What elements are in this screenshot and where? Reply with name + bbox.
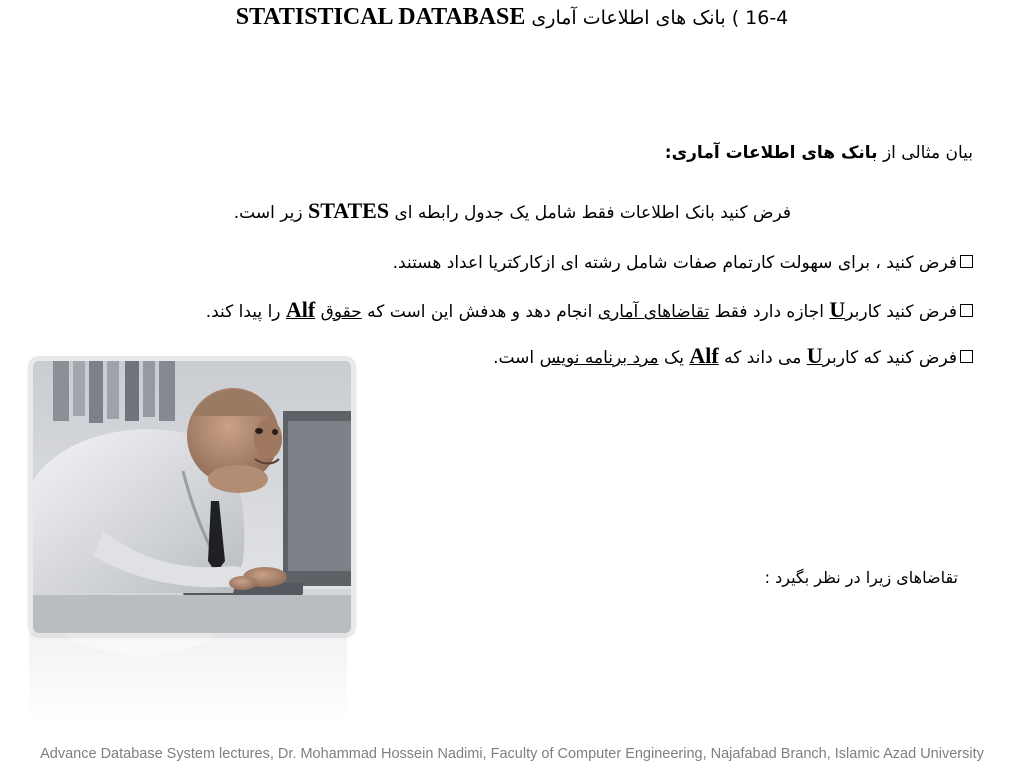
bullet-3-part-4: است.	[493, 348, 535, 368]
user-u: U	[806, 343, 823, 368]
slide-title	[0, 4, 1024, 31]
bullet-2	[206, 297, 973, 323]
bullet-3-part-3: یک	[664, 348, 684, 368]
bullet-1	[393, 253, 973, 273]
title-persian: بانک های اطلاعات آماری	[531, 7, 726, 29]
male-programmer-term: مرد برنامه نویس	[539, 348, 659, 368]
intro-prefix: بیان مثالی از	[882, 143, 973, 163]
intro-line	[665, 143, 973, 163]
alf-name: Alf	[285, 297, 316, 322]
checkbox-bullet-icon	[960, 304, 973, 317]
checkbox-bullet-icon	[960, 350, 973, 363]
salary-term: حقوق	[320, 302, 362, 322]
bullet-2-part-1: فرض کنید کاربر	[845, 302, 957, 322]
office-worker-illustration	[29, 357, 355, 637]
bullet-1-text: فرض کنید ، برای سهولت کارتمام صفات شامل رشته ای ازکارکتریا اعداد هستند.	[392, 253, 957, 273]
assumption-after: زیر است.	[233, 203, 303, 223]
statistical-queries-term: تقاضاهای آماری	[597, 302, 710, 322]
queries-label: تقاضاهای زیرا در نظر بگیرد :	[764, 568, 958, 587]
office-worker-image	[33, 361, 351, 633]
bullet-2-part-2: اجازه دارد فقط	[714, 302, 824, 322]
bullet-3	[493, 343, 973, 369]
alf-name: Alf	[689, 343, 719, 368]
title-english: STATISTICAL DATABASE	[235, 4, 526, 30]
assumption-line	[234, 198, 791, 224]
bullet-3-part-1: فرض کنید که کاربر	[822, 348, 957, 368]
intro-bold: بانک های اطلاعات آماری:	[664, 143, 878, 163]
table-name: STATES	[307, 198, 390, 223]
user-u: U	[829, 297, 846, 322]
footer-text: Advance Database System lectures, Dr. Mohammad Hossein Nadimi, Faculty of Computer Engineering, Najafabad Branch, Islamic Azad University	[40, 746, 984, 762]
bullet-3-part-2: می داند که	[724, 348, 802, 368]
illustration-reflection	[29, 633, 347, 723]
assumption-before: فرض کنید بانک اطلاعات فقط شامل یک جدول رابطه ای	[394, 203, 791, 223]
title-number: 16-4 )	[731, 7, 789, 29]
checkbox-bullet-icon	[960, 255, 973, 268]
bullet-2-part-3: انجام دهد و هدفش این است که	[367, 302, 593, 322]
bullet-2-part-4: را پیدا کند.	[205, 302, 281, 322]
